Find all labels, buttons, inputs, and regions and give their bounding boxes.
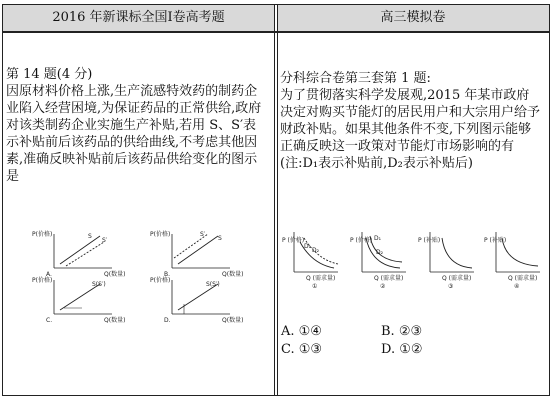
graph-2-ylabel: P (价格)	[350, 237, 373, 244]
graph-3-label: ③	[448, 283, 454, 290]
graph-d-curve: S(S′)	[206, 281, 220, 288]
graph-1-label: ①	[312, 283, 318, 290]
graph-c-ylabel: P(价格)	[32, 277, 53, 284]
right-column-header: 高三模拟卷	[277, 5, 549, 31]
header-divider	[3, 31, 549, 33]
graph-1-xlabel: Q (需求量)	[306, 275, 336, 282]
column-divider-right	[277, 5, 278, 395]
graph-a-ylabel: P(价格)	[32, 231, 53, 238]
left-question	[6, 66, 268, 185]
graph-a-curve-s2: S′	[102, 237, 108, 244]
graph-1-d1: D₁	[304, 243, 312, 250]
graph-3-xlabel: Q (需求量)	[442, 275, 472, 282]
right-question-body: 为了贯彻落实科学发展观,2015 年某市政府决定对购买节能灯的居民用户和大宗用户给予财政补贴。如果其他条件不变,下列图示能够正确反映这一政策对节能灯市场影响的有(注:D₁表示补贴前,D₂表示补贴后)	[280, 88, 541, 171]
left-graphs	[4, 224, 274, 324]
graph-2-xlabel: Q (需求量)	[374, 275, 404, 282]
graph-d-ylabel: P(价格)	[150, 277, 171, 284]
graph-b	[150, 230, 243, 278]
graph-d	[150, 276, 243, 324]
graph-b-ylabel: P(价格)	[150, 231, 171, 238]
graph-2	[350, 232, 406, 290]
graph-b-xlabel: Q(数量)	[222, 271, 244, 278]
graph-3-ylabel: P (补贴)	[418, 237, 441, 244]
answer-options	[281, 323, 541, 359]
option-b[interactable]: B. ②③	[381, 324, 423, 339]
left-question-head: 第 14 题(4 分)	[6, 67, 93, 82]
graph-b-curve-s: S	[218, 235, 222, 242]
right-question	[280, 70, 542, 172]
graph-a-curve-s: S	[88, 233, 92, 240]
left-question-body: 因原材料价格上涨,生产流感特效药的制药企业陷入经营困境,为保证药品的正常供给,政府对该类制药企业实施生产补贴,若用 S、S′表示补贴前后该药品的供给曲线,不考虑其他因素,准确反映补贴前后该药品供给变化的图示是	[6, 84, 262, 184]
graph-b-curve-s2: S′	[200, 231, 206, 238]
graph-4-xlabel: Q (需求量)	[508, 275, 538, 282]
right-question-head: 分科综合卷第三套第 1 题:	[280, 71, 431, 86]
graph-c-label: C.	[46, 317, 53, 324]
graph-4	[484, 232, 540, 290]
graph-2-d1: D₁	[374, 235, 382, 242]
graph-1	[282, 232, 338, 290]
graph-c-xlabel: Q(数量)	[104, 317, 126, 324]
option-a[interactable]: A. ①④	[281, 324, 322, 339]
graph-4-ylabel: P (补贴)	[484, 237, 507, 244]
graph-c	[32, 276, 125, 324]
graph-2-label: ②	[380, 283, 386, 290]
graph-2-d2: D₂	[376, 249, 384, 256]
graph-a-label: A.	[46, 271, 52, 278]
right-graphs	[278, 228, 546, 290]
graph-1-d2: D₂	[312, 247, 320, 254]
graph-d-xlabel: Q(数量)	[222, 317, 244, 324]
graph-d-label: D.	[164, 317, 171, 324]
graph-a	[32, 230, 125, 278]
option-d[interactable]: D. ①②	[381, 342, 423, 357]
graph-3	[418, 232, 474, 290]
graph-a-xlabel: Q(数量)	[104, 271, 126, 278]
graph-b-label: B.	[164, 271, 171, 278]
option-c[interactable]: C. ①③	[281, 342, 323, 357]
column-divider-left	[274, 5, 275, 395]
graph-1-ylabel: P (价格)	[282, 237, 305, 244]
graph-c-curve: S(S′)	[92, 281, 106, 288]
graph-4-label: ④	[514, 283, 520, 290]
left-column-header: 2016 年新课标全国Ⅰ卷高考题	[3, 5, 274, 31]
